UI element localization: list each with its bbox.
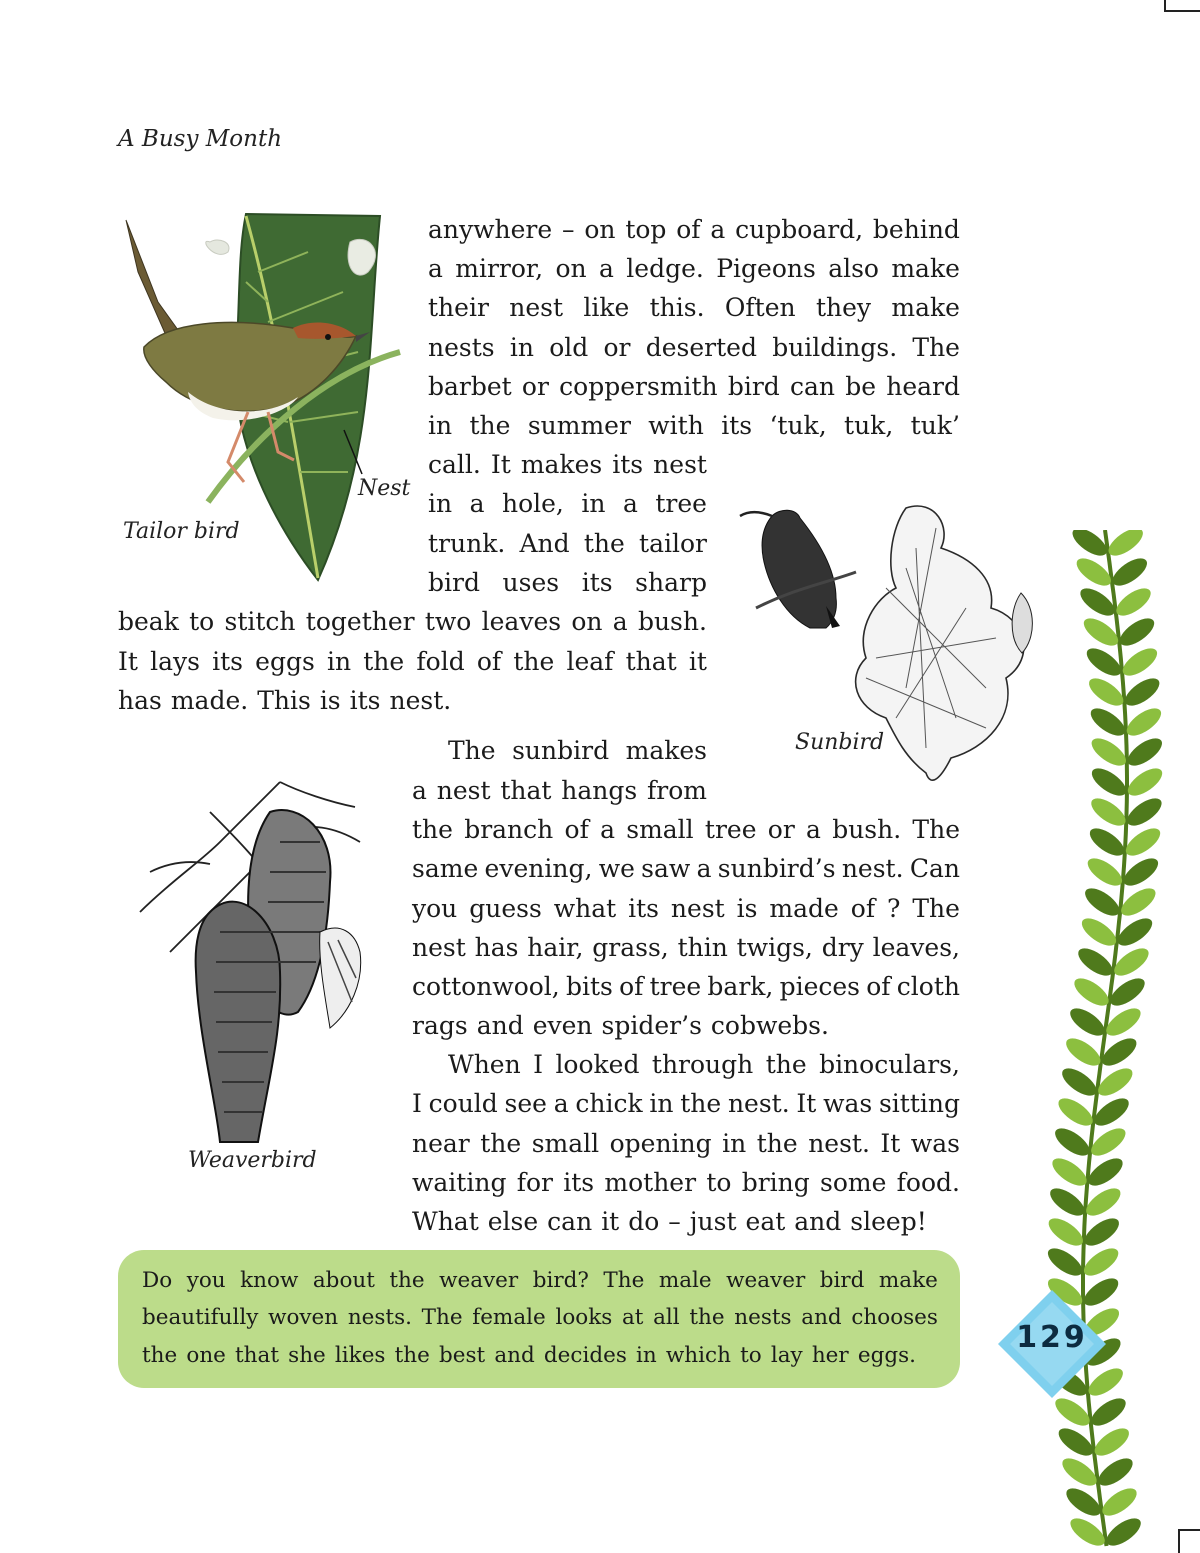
text-line: a nest that hangs from	[412, 776, 707, 805]
vine-leaf	[1123, 793, 1166, 831]
vine-leaf	[1066, 1003, 1109, 1041]
vine-leaf	[1112, 583, 1155, 621]
caption-nest: Nest	[358, 476, 411, 501]
text-line: cottonwool, bits of tree bark, pieces of cloth	[412, 972, 960, 1001]
info-line: beautifully woven nests. The female looks at all the nests and chooses	[142, 1305, 938, 1330]
text-line: in the summer with its ‘tuk, tuk, tuk’	[428, 411, 960, 440]
vine-leaf	[1108, 553, 1151, 591]
vine-leaf	[1054, 1093, 1097, 1131]
text-line: you guess what its nest is made of ? The	[412, 894, 960, 923]
vine-leaf	[1102, 1513, 1145, 1551]
vine-leaf	[1123, 733, 1166, 771]
vine-leaf	[1044, 1213, 1087, 1251]
text-line: What else can it do – just eat and sleep!	[412, 1207, 927, 1236]
vine-leaf	[1081, 883, 1124, 921]
caption-tailor-bird: Tailor bird	[123, 519, 240, 544]
vine-leaf	[1115, 613, 1158, 651]
vine-leaf	[1085, 823, 1128, 861]
vine-leaf	[1121, 673, 1164, 711]
text-line: beak to stitch together two leaves on a bush.	[118, 607, 707, 636]
vine-leaf	[1070, 973, 1113, 1011]
vine-leaf	[1046, 1183, 1089, 1221]
text-line: It lays its eggs in the fold of the leaf that it	[118, 647, 707, 676]
text-line: nest has hair, grass, thin twigs, dry leaves,	[412, 933, 960, 962]
caption-sunbird: Sunbird	[795, 730, 885, 755]
vine-leaf	[1122, 703, 1165, 741]
info-line: Do you know about the weaver bird? The male weaver bird make	[142, 1268, 938, 1293]
vine-leaf	[1080, 1243, 1123, 1281]
info-line: the one that she likes the best and decides in which to lay her eggs.	[142, 1343, 916, 1368]
vine-leaf	[1087, 733, 1130, 771]
text-line: anywhere – on top of a cupboard, behind	[428, 215, 960, 244]
vine-leaf	[1062, 1033, 1105, 1071]
text-line: The sunbird makes	[448, 736, 707, 765]
caption-weaverbird: Weaverbird	[188, 1148, 317, 1173]
page-number: 129	[1016, 1320, 1088, 1355]
text-line: near the small opening in the nest. It was	[412, 1129, 960, 1158]
vine-leaf	[1044, 1243, 1087, 1281]
crop-mark-bottom	[1178, 1529, 1200, 1553]
text-line: same evening, we saw a sunbird’s nest. Can	[412, 854, 960, 883]
vine-leaf	[1083, 853, 1126, 891]
text-line: rags and even spider’s cobwebs.	[412, 1011, 829, 1040]
vine-leaf	[1077, 913, 1120, 951]
sunbird-illustration	[736, 488, 1046, 788]
text-line: When I looked through the binoculars,	[448, 1050, 960, 1079]
vine-leaf	[1087, 793, 1130, 831]
text-line: trunk. And the tailor	[428, 529, 707, 558]
running-head: A Busy Month	[118, 126, 283, 152]
vine-leaf	[1087, 763, 1130, 801]
text-line: call. It makes its nest	[428, 450, 707, 479]
vine-leaf	[1090, 1423, 1133, 1461]
vine-leaf	[1094, 1453, 1137, 1491]
text-line: has made. This is its nest.	[118, 686, 452, 715]
text-line: a mirror, on a ledge. Pigeons also make	[428, 254, 960, 283]
text-line: the branch of a small tree or a bush. The	[412, 815, 960, 844]
text-line: I could see a chick in the nest. It was sitting	[412, 1089, 960, 1118]
vine-leaf	[1098, 1483, 1141, 1521]
vine-leaf	[1118, 643, 1161, 681]
text-line: bird uses its sharp	[428, 568, 707, 597]
vine-leaf	[1074, 943, 1117, 981]
text-line: barbet or coppersmith bird can be heard	[428, 372, 960, 401]
vine-leaf	[1058, 1063, 1101, 1101]
vine-leaf	[1048, 1153, 1091, 1191]
vine-leaf	[1051, 1123, 1094, 1161]
crop-mark-top	[1164, 0, 1200, 12]
text-line: in a hole, in a tree	[428, 489, 707, 518]
text-line: their nest like this. Often they make	[428, 293, 960, 322]
text-line: nests in old or deserted buildings. The	[428, 333, 960, 362]
did-you-know-box	[118, 1250, 960, 1388]
vine-leaf	[1123, 763, 1166, 801]
text-line: waiting for its mother to bring some food.	[412, 1168, 960, 1197]
weaverbird-illustration	[130, 772, 380, 1144]
